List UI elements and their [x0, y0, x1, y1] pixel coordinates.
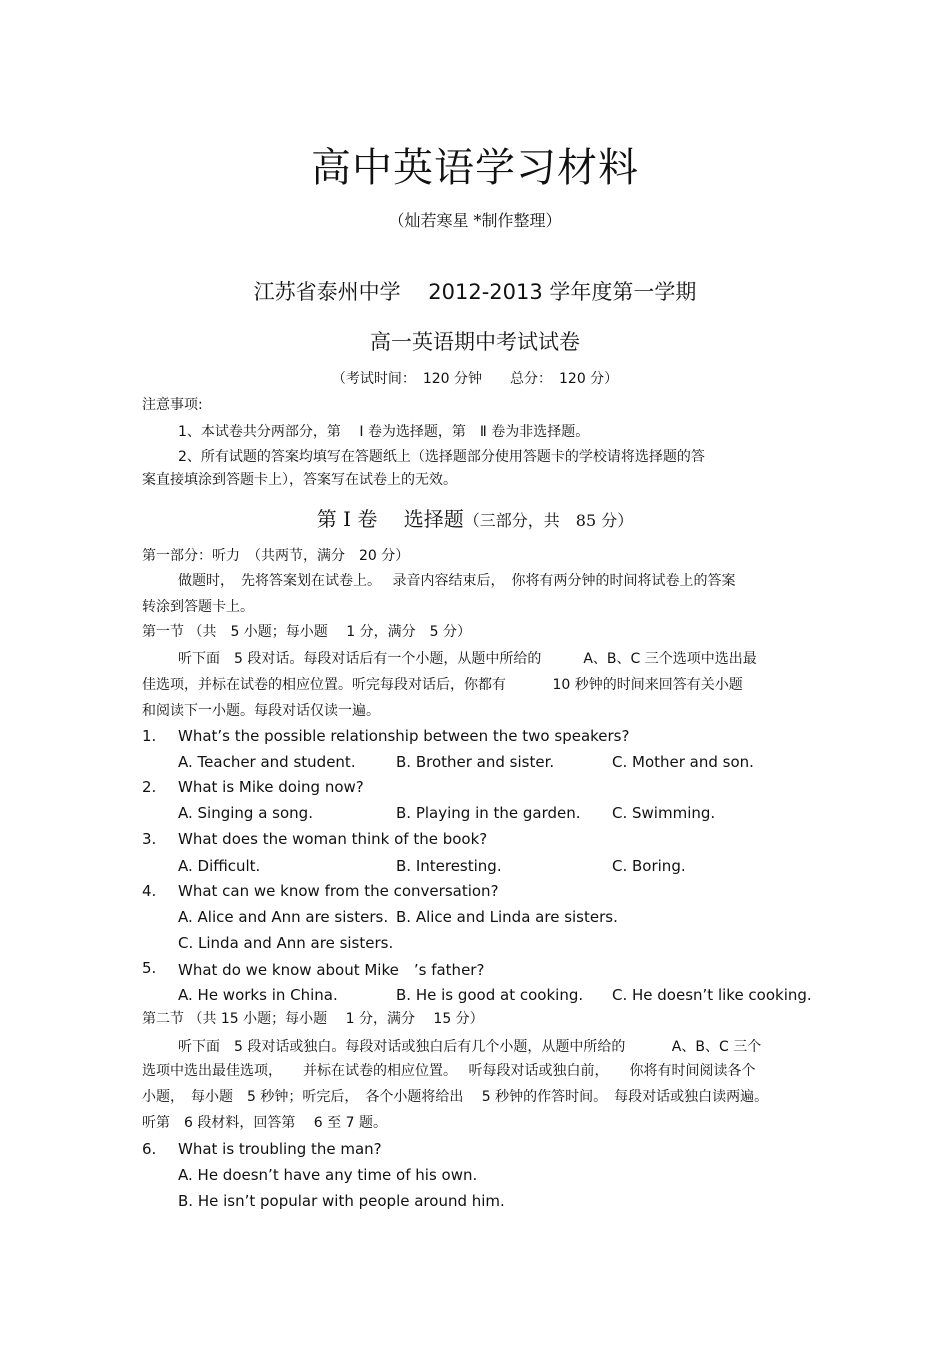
section2-heading: 第二节 （共 15 小题；每小题 1 分，满分 15 分） [142, 1011, 484, 1027]
subtitle: （灿若寒星 *制作整理） [388, 211, 562, 230]
question-text: What is Mike doing now? [178, 778, 364, 796]
question-number: 2. [142, 778, 157, 796]
main-title: 高中英语学习材料 [311, 145, 639, 191]
option-b: B. He is good at cooking. [396, 986, 584, 1004]
section1-intro-line-1: 听下面 5 段对话。每段对话后有一个小题，从题中所给的 A、B、C 三个选项中选出最 [178, 651, 757, 667]
option-b: B. Playing in the garden. [396, 804, 581, 822]
option-a: A. He works in China. [178, 986, 338, 1004]
question-number: 4. [142, 882, 157, 900]
notes-heading: 注意事项: [142, 397, 203, 413]
question-number: 1. [142, 727, 157, 745]
question-text: What can we know from the conversation? [178, 882, 499, 900]
question-number: 5. [142, 959, 157, 977]
option-c: C. Linda and Ann are sisters. [178, 934, 394, 952]
option-a: A. Singing a song. [178, 804, 313, 822]
option-b: B. Alice and Linda are sisters. [396, 908, 618, 926]
option-a: A. Teacher and student. [178, 753, 356, 771]
question-text: What’s the possible relationship between the two speakers? [178, 727, 630, 745]
option-b: B. He isn’t popular with people around him. [178, 1192, 505, 1210]
option-a: A. Alice and Ann are sisters. [178, 908, 389, 926]
option-c: C. Mother and son. [612, 753, 754, 771]
part-one-intro-line-1: 做题时， 先将答案划在试卷上。 录音内容结束后， 你将有两分钟的时间将试卷上的答案 [178, 573, 736, 589]
section2-intro-line-1: 听下面 5 段对话或独白。每段对话或独白后有几个小题，从题中所给的 A、B、C 三个 [178, 1039, 762, 1055]
question-number: 6. [142, 1140, 157, 1158]
exam-title: 高一英语期中考试试卷 [370, 330, 580, 354]
section-one-title: 第 Ⅰ 卷 选择题 [316, 507, 464, 531]
section1-intro-line-3: 和阅读下一小题。每段对话仅读一遍。 [142, 703, 380, 719]
school-line: 江苏省泰州中学 2012-2013 学年度第一学期 [253, 280, 697, 304]
question-text: What does the woman think of the book? [178, 830, 488, 848]
section2-intro-line-2: 选项中选出最佳选项， 并标在试卷的相应位置。 听每段对话或独白前， 你将有时间阅读各个 [142, 1063, 756, 1079]
section1-intro-line-2: 佳选项，并标在试卷的相应位置。听完每段对话后，你都有 10 秒钟的时间来回答有关小题 [142, 677, 743, 693]
option-c: C. Swimming. [612, 804, 716, 822]
option-c: C. Boring. [612, 857, 686, 875]
section1-heading: 第一节 （共 5 小题；每小题 1 分，满分 5 分） [142, 624, 471, 640]
notes-item-2-line-1: 2、所有试题的答案均填写在答题纸上（选择题部分使用答题卡的学校请将选择题的答 [178, 449, 705, 465]
option-b: B. Interesting. [396, 857, 502, 875]
option-b: B. Brother and sister. [396, 753, 555, 771]
question-text: What is troubling the man? [178, 1140, 382, 1158]
part-one-intro-line-2: 转涂到答题卡上。 [142, 599, 254, 615]
option-a: A. Difficult. [178, 857, 261, 875]
exam-info: （考试时间： 120 分钟 总分： 120 分） [331, 371, 619, 387]
section-one-heading [0, 503, 950, 532]
option-a: A. He doesn’t have any time of his own. [178, 1166, 478, 1184]
section2-intro-line-3: 小题， 每小题 5 秒钟；听完后， 各个小题将给出 5 秒钟的作答时间。 每段对话或独白读两遍。 [142, 1089, 769, 1105]
notes-item-1: 1、本试卷共分两部分，第 Ⅰ 卷为选择题，第 Ⅱ 卷为非选择题。 [178, 424, 590, 440]
question-text: What do we know about Mike ’s father? [178, 961, 485, 979]
option-c: C. He doesn’t like cooking. [612, 986, 812, 1004]
notes-item-2-line-2: 案直接填涂到答题卡上），答案写在试卷上的无效。 [142, 472, 457, 488]
question-number: 3. [142, 830, 157, 848]
section-one-note: （三部分，共 85 分） [463, 511, 634, 530]
part-one-heading: 第一部分：听力 （共两节，满分 20 分） [142, 548, 410, 564]
section2-intro-line-4: 听第 6 段材料，回答第 6 至 7 题。 [142, 1115, 387, 1131]
